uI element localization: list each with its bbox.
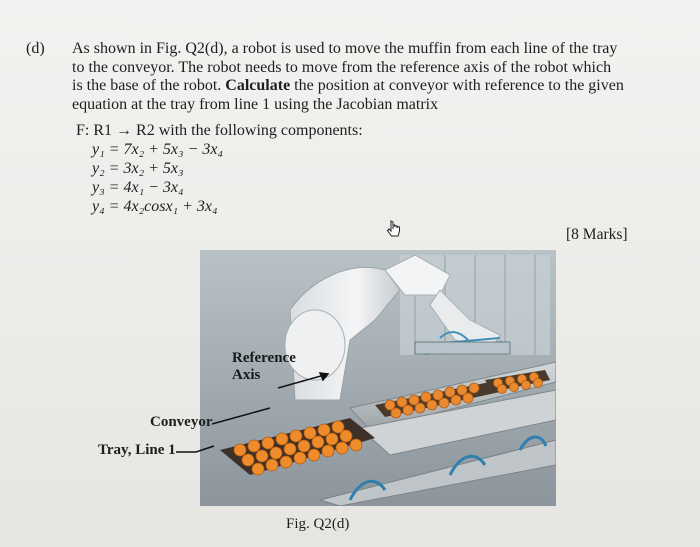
question-line-3-rest: the position at conveyor with reference to the given bbox=[294, 77, 624, 94]
question-line-3-text: is the base of the robot. bbox=[72, 77, 222, 94]
conveyor-leader-line bbox=[212, 408, 270, 424]
conveyor-label: Conveyor bbox=[150, 414, 213, 430]
tray-line-label: Tray, Line 1 bbox=[98, 442, 176, 458]
equation-y1: y₁ = 7x₂ + 5x₃ − 3x₄ bbox=[92, 141, 224, 158]
calculate-emphasis: Calculate bbox=[225, 77, 291, 94]
function-mapping: F: R1 → R2 with the following components: bbox=[76, 122, 363, 139]
question-line-2: to the conveyor. The robot needs to move from the reference axis of the robot which bbox=[72, 58, 612, 76]
reference-label: Reference bbox=[232, 350, 296, 366]
question-line-4: equation at the tray from line 1 using the Jacobian matrix bbox=[72, 95, 439, 113]
question-line-1: As shown in Fig. Q2(d), a robot is used to move the muffin from each line of the tray bbox=[72, 40, 618, 57]
figure-caption: Fig. Q2(d) bbox=[286, 516, 350, 532]
axis-label: Axis bbox=[232, 367, 261, 383]
equation-y3: y₃ = 4x₁ − 3x₄ bbox=[92, 179, 184, 196]
marks-label: [8 Marks] bbox=[566, 226, 628, 243]
equation-y2: y₂ = 3x₂ + 5x₃ bbox=[92, 160, 184, 177]
tray-leader-line bbox=[176, 446, 214, 452]
equation-y4: y₄ = 4x₂cosx₁ + 3x₄ bbox=[92, 198, 218, 215]
question-number: (d) bbox=[26, 40, 45, 57]
